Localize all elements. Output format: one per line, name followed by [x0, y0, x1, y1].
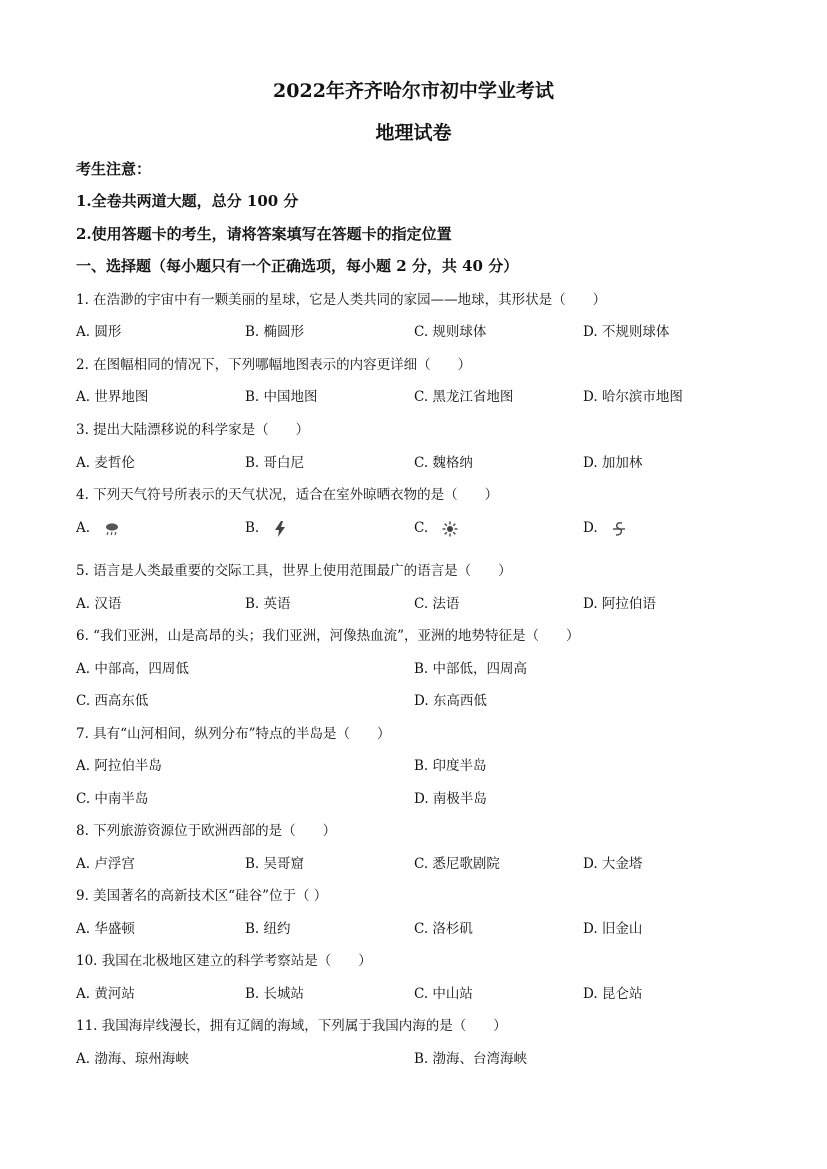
option-d: D. 不规则球体	[583, 324, 670, 340]
note-item: 2.使用答题卡的考生，请将答案填写在答题卡的指定位置	[76, 225, 452, 243]
rain-cloud-icon	[104, 522, 120, 536]
option-letter: D.	[583, 520, 598, 536]
option-a: A. 麦哲伦	[76, 455, 135, 471]
option-d: D. 南极半岛	[414, 791, 487, 807]
option-c: C. 中南半岛	[76, 791, 149, 807]
option-b: B. 长城站	[245, 986, 305, 1002]
option-d: D. 阿拉伯语	[583, 596, 656, 612]
question-stem: 3. 提出大陆漂移说的科学家是（ ）	[76, 422, 310, 438]
option-b: B. 印度半岛	[414, 758, 487, 774]
option-b: B. 纽约	[245, 921, 291, 937]
option-b: B. 椭圆形	[245, 324, 305, 340]
option-a: A. 阿拉伯半岛	[76, 758, 162, 774]
option-a: A. 中部高，四周低	[76, 661, 189, 677]
option-letter: B.	[245, 520, 260, 536]
note-item: 1.全卷共两道大题，总分 100 分	[76, 192, 299, 210]
option-b: B. 渤海、台湾海峡	[414, 1051, 528, 1067]
option-b: B. 中国地图	[245, 389, 318, 405]
option-a	[76, 520, 120, 536]
lightning-icon	[274, 521, 286, 537]
option-d: D. 大金塔	[583, 856, 643, 872]
question-stem: 6. “我们亚洲，山是高昂的头；我们亚洲，河像热血流”，亚洲的地势特征是（ ）	[76, 628, 580, 644]
option-c: C. 中山站	[414, 986, 473, 1002]
option-b	[245, 520, 286, 537]
question-stem: 1. 在浩渺的宇宙中有一颗美丽的星球，它是人类共同的家园——地球，其形状是（ ）	[76, 292, 607, 308]
sun-icon	[442, 521, 458, 537]
question-stem: 5. 语言是人类最重要的交际工具，世界上使用范围最广的语言是（ ）	[76, 563, 512, 579]
option-a: A. 圆形	[76, 324, 122, 340]
question-stem: 8. 下列旅游资源位于欧洲西部的是（ ）	[76, 823, 337, 839]
option-c: C. 黑龙江省地图	[414, 389, 514, 405]
option-letter: A.	[76, 520, 91, 536]
sandstorm-icon	[612, 521, 626, 537]
question-stem: 11. 我国海岸线漫长，拥有辽阔的海域，下列属于我国内海的是（ ）	[76, 1018, 507, 1034]
option-letter: C.	[414, 520, 429, 536]
option-a: A. 华盛顿	[76, 921, 135, 937]
option-a: A. 汉语	[76, 596, 122, 612]
option-c: C. 法语	[414, 596, 460, 612]
option-a: A. 黄河站	[76, 986, 135, 1002]
section-heading: 一、选择题（每小题只有一个正确选项，每小题 2 分，共 40 分）	[76, 257, 519, 275]
option-c	[414, 520, 458, 537]
option-d: D. 昆仑站	[583, 986, 643, 1002]
option-b: B. 中部低，四周高	[414, 661, 528, 677]
option-b: B. 英语	[245, 596, 291, 612]
option-d: D. 东高西低	[414, 693, 487, 709]
exam-title: 2022年齐齐哈尔市初中学业考试	[273, 80, 554, 102]
option-b: B. 吴哥窟	[245, 856, 305, 872]
question-stem: 7. 具有“山河相间，纵列分布”特点的半岛是（ ）	[76, 726, 391, 742]
option-b: B. 哥白尼	[245, 455, 305, 471]
notes-heading: 考生注意：	[76, 160, 152, 178]
question-stem: 4. 下列天气符号所表示的天气状况，适合在室外晾晒衣物的是（ ）	[76, 487, 499, 503]
question-stem: 2. 在图幅相同的情况下，下列哪幅地图表示的内容更详细（ ）	[76, 357, 472, 373]
option-a: A. 渤海、琼州海峡	[76, 1051, 189, 1067]
option-d: D. 哈尔滨市地图	[583, 389, 683, 405]
option-c: C. 规则球体	[414, 324, 487, 340]
option-d: D. 加加林	[583, 455, 643, 471]
option-c: C. 洛杉矶	[414, 921, 473, 937]
option-c: C. 悉尼歌剧院	[414, 856, 500, 872]
question-stem: 9. 美国著名的高新技术区“硅谷”位于（ ）	[76, 888, 328, 904]
exam-subtitle: 地理试卷	[375, 122, 452, 144]
option-a: A. 世界地图	[76, 389, 149, 405]
option-d: D. 旧金山	[583, 921, 643, 937]
option-d	[583, 520, 626, 537]
option-c: C. 魏格纳	[414, 455, 473, 471]
option-a: A. 卢浮宫	[76, 856, 135, 872]
option-c: C. 西高东低	[76, 693, 149, 709]
question-stem: 10. 我国在北极地区建立的科学考察站是（ ）	[76, 953, 372, 969]
